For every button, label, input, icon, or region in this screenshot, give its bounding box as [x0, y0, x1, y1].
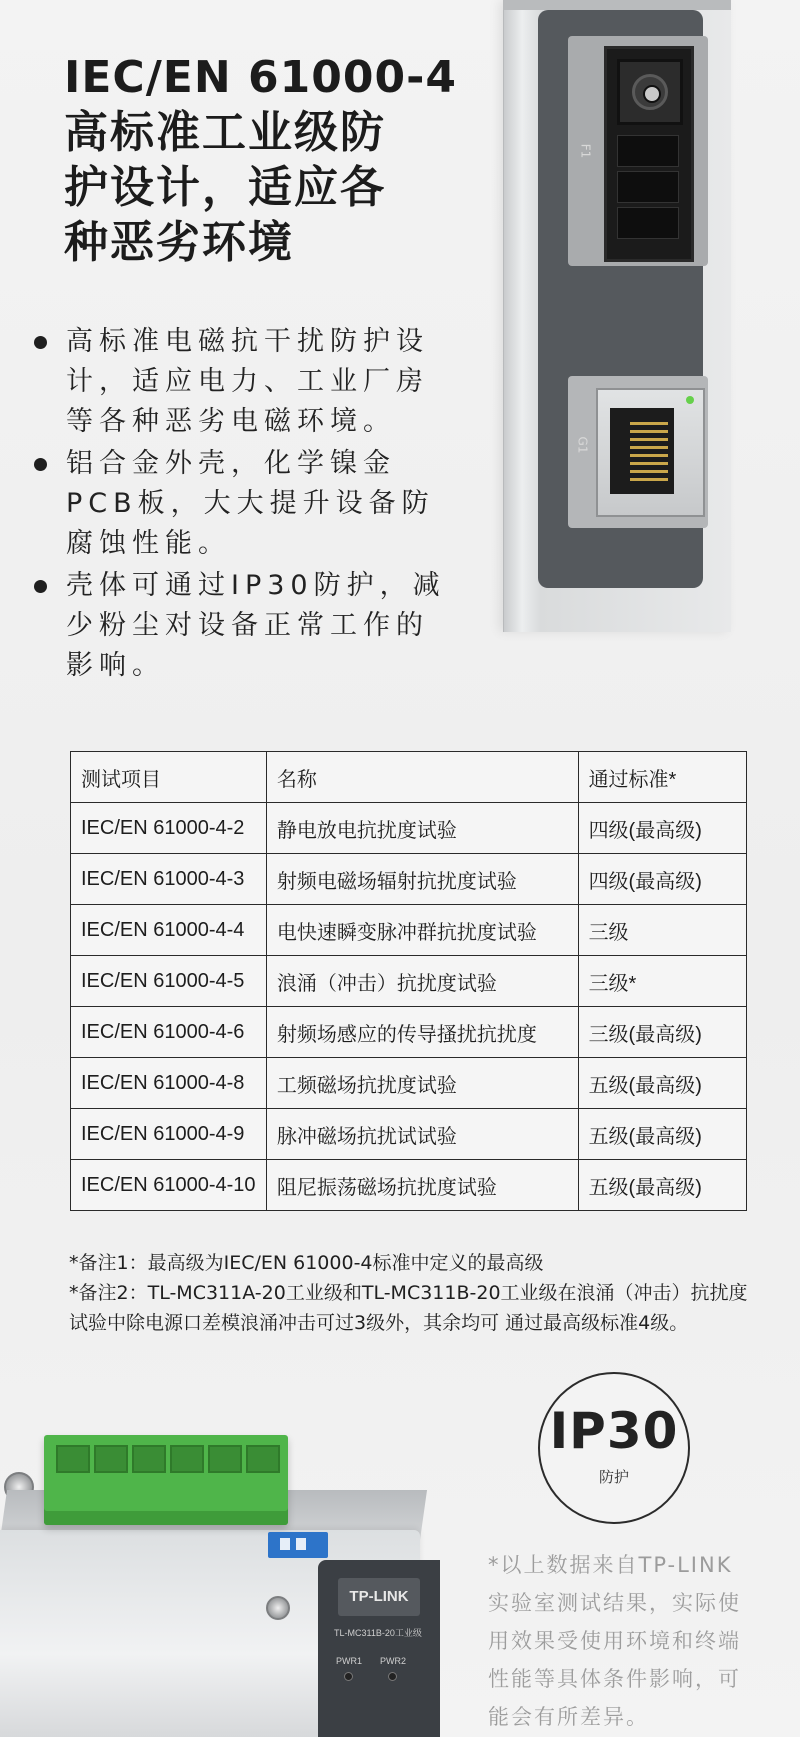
- table-row: [71, 1058, 747, 1109]
- badge-protection-text: 防护: [598, 1468, 629, 1486]
- cell-test-item: IEC/EN 61000-4-6: [71, 1007, 267, 1058]
- lab-data-disclaimer: *以上数据来自TP-LINK实验室测试结果，实际使用效果受使用环境和终端性能等具体条件影响，可能会有所差异。: [488, 1553, 741, 1729]
- feature-text: 铝合金外壳，化学镍金PCB板，大大提升设备防腐蚀性能。: [66, 448, 435, 559]
- cell-name: 电快速瞬变脉冲群抗扰度试验: [266, 905, 578, 956]
- cell-test-item: IEC/EN 61000-4-3: [71, 854, 267, 905]
- feature-text: 壳体可通过IP30防护，减少粉尘对设备正常工作的影响。: [66, 570, 446, 681]
- footnote-1: *备注1：最高级为IEC/EN 61000-4标准中定义的最高级: [69, 1252, 544, 1274]
- cell-name: 阻尼振荡磁场抗扰度试验: [266, 1160, 578, 1211]
- pwr2-label: PWR2: [380, 1656, 407, 1666]
- footnote-2: *备注2：TL-MC311A-20工业级和TL-MC311B-20工业级在浪涌（冲击）抗扰度试验中除电源口差模浪涌冲击可过3级外，其余均可 通过最高级标准4级。: [69, 1282, 748, 1334]
- device-top-view-image: [0, 1420, 440, 1737]
- table-row: [71, 905, 747, 956]
- headline-line-3: 护设计，适应各: [64, 162, 386, 213]
- feature-item: [30, 444, 460, 564]
- footnotes: [69, 1248, 759, 1338]
- cell-test-item: IEC/EN 61000-4-4: [71, 905, 267, 956]
- cell-name: 射频场感应的传导搔扰抗扰度: [266, 1007, 578, 1058]
- rj45-port-frame: [568, 376, 708, 528]
- headline: [64, 50, 464, 270]
- badge-ip30-text: IP30: [549, 1402, 679, 1460]
- emc-test-table: [70, 751, 747, 1211]
- tp-link-logo: TP-LINK: [338, 1578, 420, 1616]
- ip30-badge: [538, 1372, 690, 1524]
- terminal-block-icon: [44, 1435, 288, 1525]
- table-row: [71, 854, 747, 905]
- cell-name: 工频磁场抗扰度试验: [266, 1058, 578, 1109]
- device-model-label: TL-MC311B-20工业级: [334, 1628, 422, 1638]
- pwr1-label: PWR1: [336, 1656, 363, 1666]
- table-header-row: [71, 752, 747, 803]
- cell-test-item: IEC/EN 61000-4-2: [71, 803, 267, 854]
- sfp-slot: [617, 207, 679, 239]
- screw-icon: [266, 1596, 290, 1620]
- sfp-port: [604, 46, 694, 262]
- port-label-g1: G1: [575, 436, 590, 454]
- column-header-name: 名称: [266, 752, 578, 803]
- column-header-standard: 通过标准*: [578, 752, 746, 803]
- table-row: [71, 1109, 747, 1160]
- cell-name: 浪涌（冲击）抗扰度试验: [266, 956, 578, 1007]
- cell-test-item: IEC/EN 61000-4-5: [71, 956, 267, 1007]
- cell-standard: 三级(最高级): [578, 1007, 746, 1058]
- table-row: [71, 956, 747, 1007]
- column-header-test-item: 测试项目: [71, 752, 267, 803]
- cell-standard: 五级(最高级): [578, 1160, 746, 1211]
- bullet-dot-icon: [34, 336, 47, 349]
- cell-name: 射频电磁场辐射抗扰度试验: [266, 854, 578, 905]
- cell-standard: 三级: [578, 905, 746, 956]
- pwr2-led-icon: [388, 1672, 397, 1681]
- cell-standard: 五级(最高级): [578, 1058, 746, 1109]
- table-row: [71, 1007, 747, 1058]
- cell-test-item: IEC/EN 61000-4-9: [71, 1109, 267, 1160]
- cell-standard: 五级(最高级): [578, 1109, 746, 1160]
- headline-line-2: 高标准工业级防: [64, 107, 386, 158]
- cell-name: 静电放电抗扰度试验: [266, 803, 578, 854]
- cell-standard: 四级(最高级): [578, 854, 746, 905]
- table-row: [71, 1160, 747, 1211]
- cell-standard: 三级*: [578, 956, 746, 1007]
- cell-standard: 四级(最高级): [578, 803, 746, 854]
- headline-line-4: 种恶劣环境: [64, 217, 294, 268]
- feature-item: [30, 322, 460, 442]
- pwr1-led-icon: [344, 1672, 353, 1681]
- headline-line-1: IEC/EN 61000-4: [64, 52, 457, 103]
- sfp-slot: [617, 135, 679, 167]
- feature-item: [30, 566, 460, 686]
- feature-text: 高标准电磁抗干扰防护设计，适应电力、工业厂房等各种恶劣电磁环境。: [66, 326, 429, 437]
- device-front-face: [318, 1560, 440, 1737]
- sfp-slot: [617, 171, 679, 203]
- rj45-port-icon: [596, 388, 705, 517]
- device-front-panel-image: [503, 0, 731, 632]
- port-label-f1: F1: [578, 143, 593, 159]
- device-trim: [504, 0, 731, 10]
- bullet-dot-icon: [34, 580, 47, 593]
- cell-test-item: IEC/EN 61000-4-8: [71, 1058, 267, 1109]
- feature-list: [30, 322, 460, 688]
- table-row: [71, 803, 747, 854]
- sfp-port-frame: [568, 36, 708, 266]
- fiber-connector-icon: [617, 59, 683, 125]
- cell-test-item: IEC/EN 61000-4-10: [71, 1160, 267, 1211]
- device-panel: [538, 10, 703, 588]
- cell-name: 脉冲磁场抗扰试试验: [266, 1109, 578, 1160]
- bullet-dot-icon: [34, 458, 47, 471]
- dip-switch-icon: [268, 1532, 328, 1558]
- link-led-icon: [686, 396, 694, 404]
